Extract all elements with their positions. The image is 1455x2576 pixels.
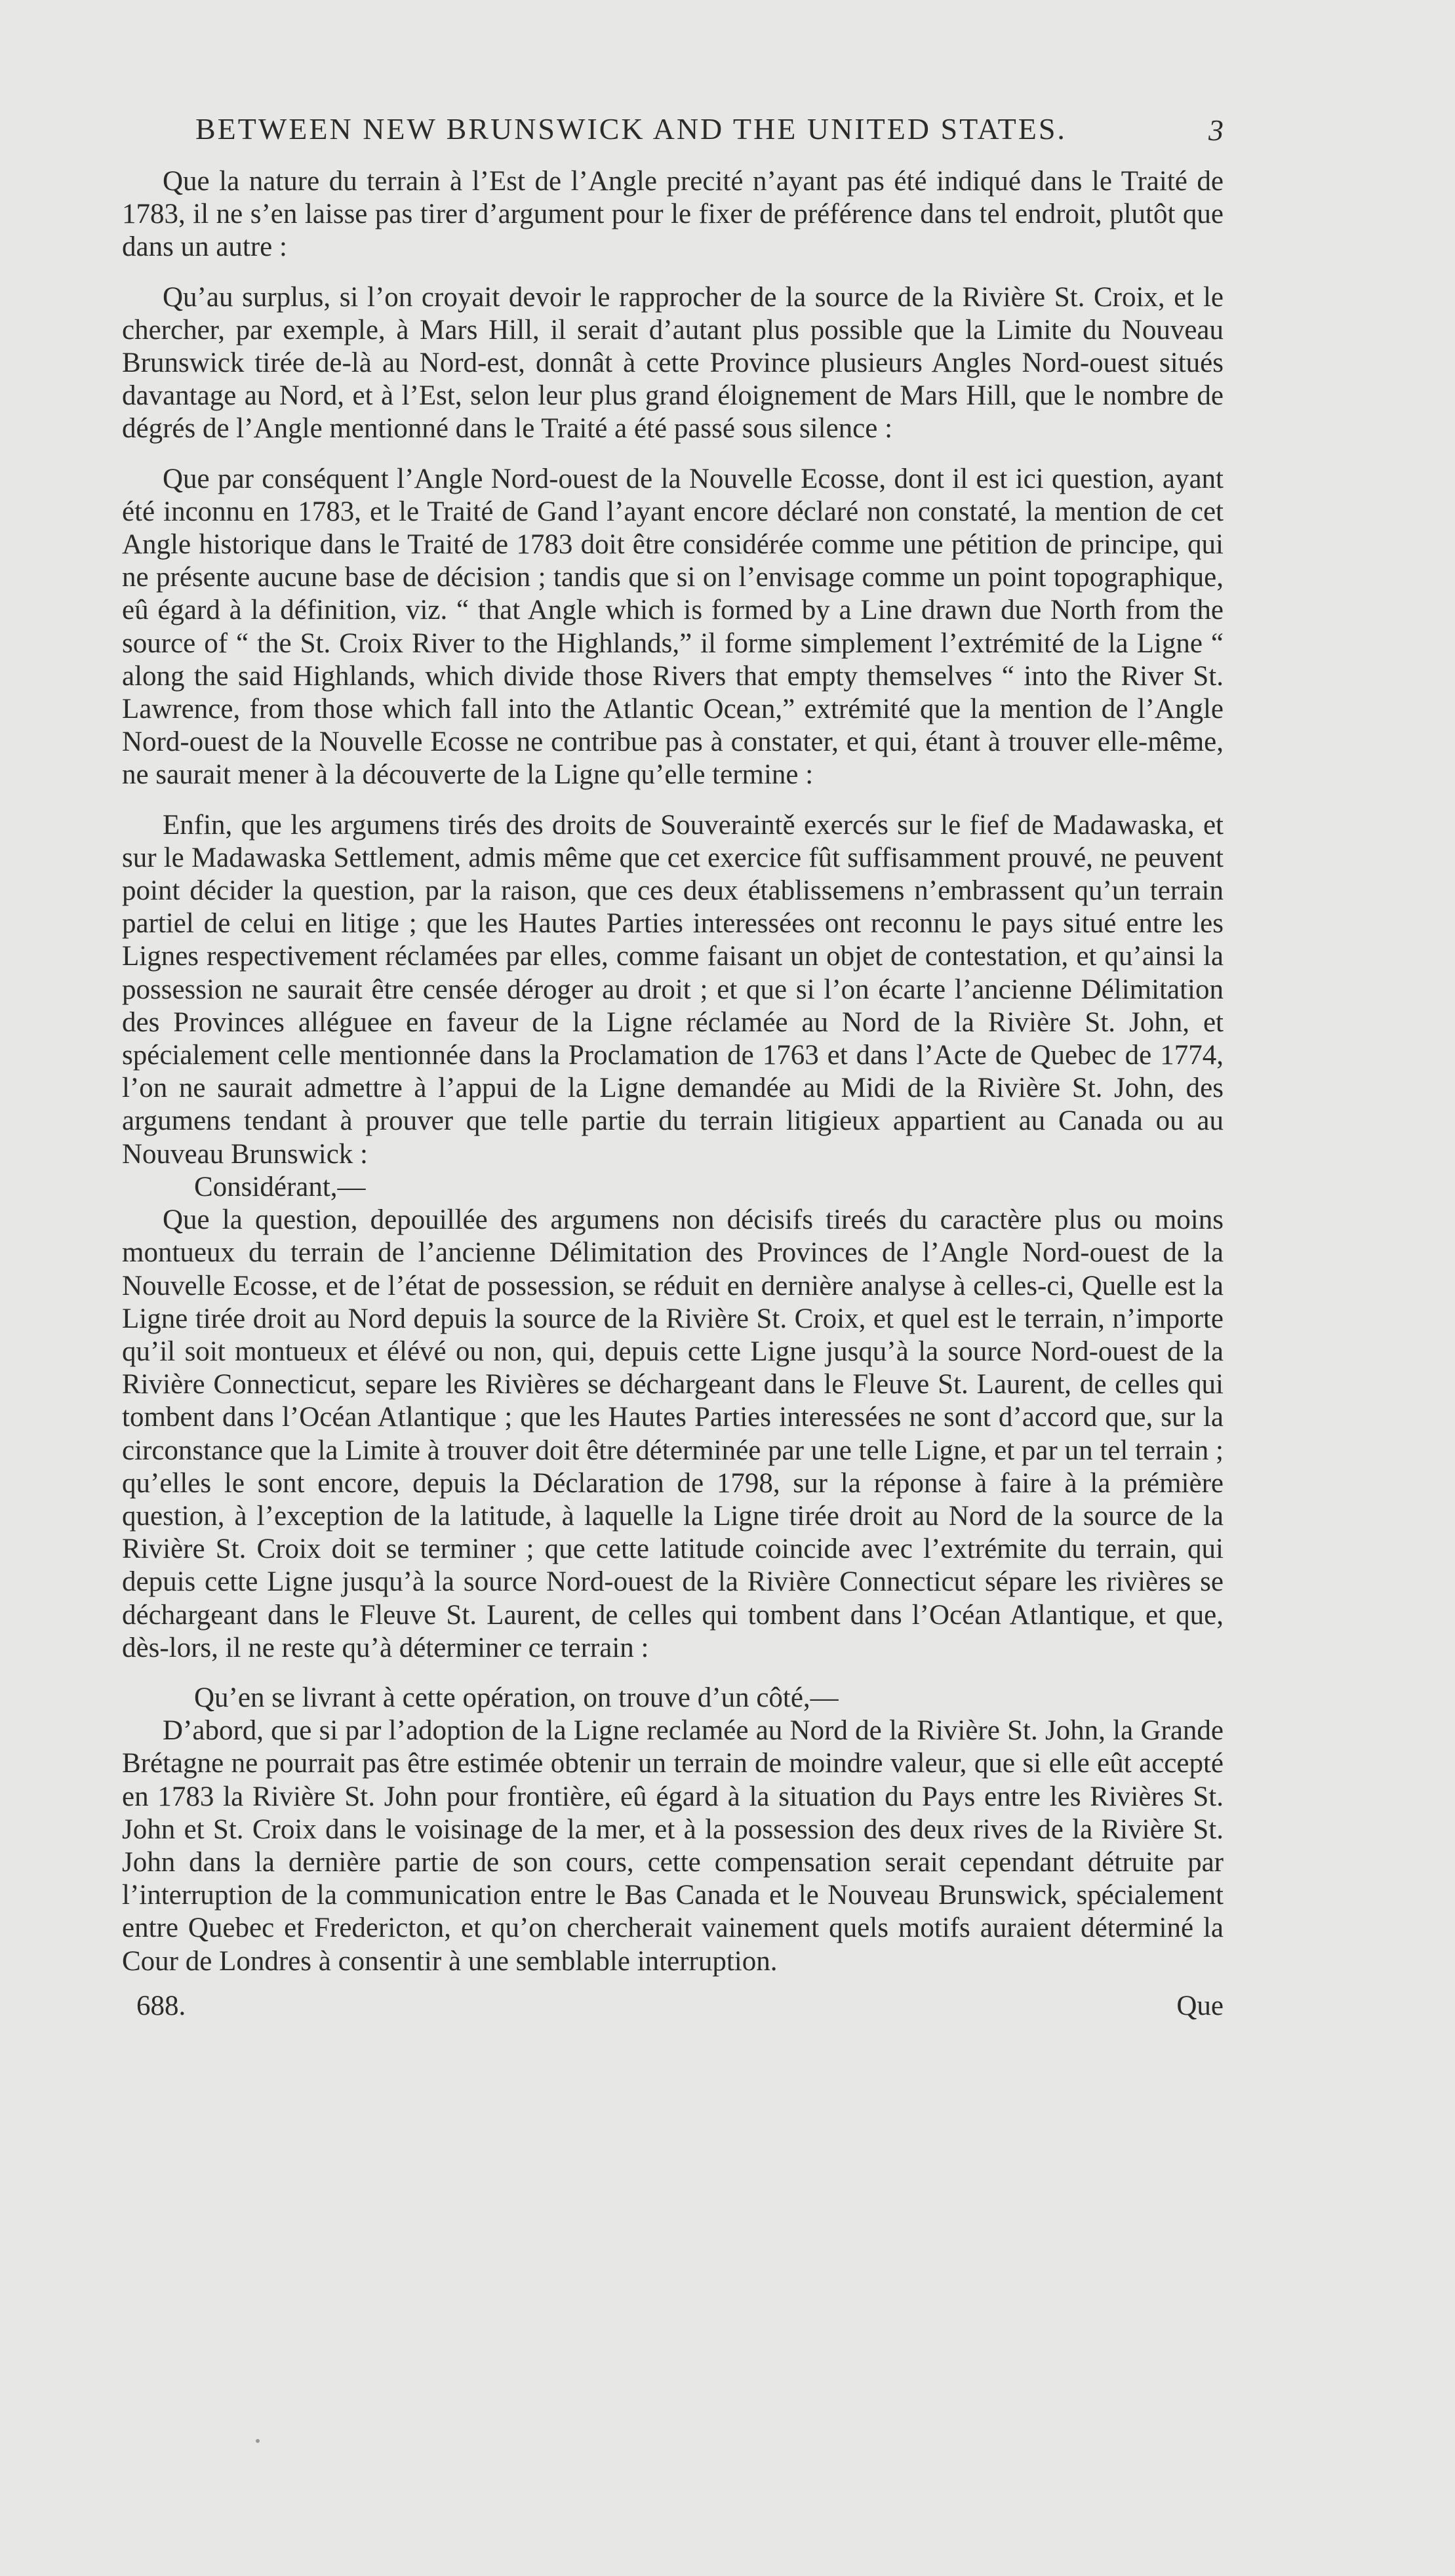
- page: [122, 98, 1224, 2029]
- paragraph-6: D’abord, que si par l’adoption de la Ligne reclamée au Nord de la Rivière St. John, la Grande Brétagne ne pourrait pas être estimée obtenir un terrain de moindre valeur, que si elle eût accepté en 1783 la Rivière St. John pour frontière, eû égard à la situation du Pays entre les Rivières St. John et St. Croix dans le voisinage de la mer, et à la possession des deux rives de la Rivière St. John dans la dernière partie de son cours, cette compensation serait cependant détruite par l’interruption de la communication entre le Bas Canada et le Nouveau Brunswick, spécialement entre Quebec et Fredericton, et qu’on chercherait vainement quels motifs auraient déterminé la Cour de Londres à consentir à une semblable interruption.: [122, 1715, 1224, 1977]
- page-header: [122, 98, 1224, 151]
- paragraph-5: Que la question, depouillée des argumens non décisifs tireés du caractère plus ou moins montueux du terrain de l’ancienne Délimitation des Provinces de l’Angle Nord-ouest de la Nouvelle Ecosse, et de l’état de possession, se réduit en dernière analyse à celles-ci, Quelle est la Ligne tirée droit au Nord depuis la source de la Rivière St. Croix, et quel est le terrain, n’importe qu’il soit montueux et élévé ou non, qui, depuis cette Ligne jusqu’à la source Nord-ouest de la Rivière Connecticut, separe les Rivières se déchargeant dans le Fleuve St. Laurent, de celles qui tombent dans l’Océan Atlantique ; que les Hautes Parties interessées ne sont d’accord que, sur la circonstance que la Limite à trouver doit être déterminée par une telle Ligne, et par un tel terrain ; qu’elles le sont encore, depuis la Déclaration de 1798, sur la réponse à faire à la prémière question, à l’exception de la latitude, à laquelle la Ligne tirée droit au Nord de la source de la Rivière St. Croix doit se terminer ; que cette latitude coincide avec l’extrémite du terrain, qui depuis cette Ligne jusqu’à la source Nord-ouest de la Rivière Connecticut sépare les rivières se déchargeant dans le Fleuve St. Laurent, de celles qui tombent dans l’Océan Atlantique, et que, dès-lors, il ne reste qu’à déterminer ce terrain :: [122, 1204, 1224, 1663]
- paper-speck: [256, 2439, 260, 2443]
- running-head: BETWEEN NEW BRUNSWICK AND THE UNITED STATES.: [195, 112, 1067, 146]
- paragraph-1: Que la nature du terrain à l’Est de l’Angle precité n’ayant pas été indiqué dans le Traité de 1783, il ne s’en laisse pas tirer d’argument pour le fixer de préférence dans tel endroit, plutôt que dans un autre :: [122, 166, 1224, 263]
- paragraph-3: Que par conséquent l’Angle Nord-ouest de la Nouvelle Ecosse, dont il est ici question, ayant été inconnu en 1783, et le Traité de Gand l’ayant encore déclaré non constaté, la mention de cet Angle historique dans le Traité de 1783 doit être considérée comme une pétition de principe, qui ne présente aucune base de décision ; tandis que si on l’envisage comme un point topographique, eû égard à la définition, viz. “ that Angle which is formed by a Line drawn due North from the source of “ the St. Croix River to the Highlands,” il forme simplement l’extrémité de la Ligne “ along the said Highlands, which divide those Rivers that empty themselves “ into the River St. Lawrence, from those which fall into the Atlantic Ocean,” extrémité que la mention de l’Angle Nord-ouest de la Nouvelle Ecosse ne contribue pas à constater, et qui, étant à trouver elle-même, ne saurait mener à la découverte de la Ligne qu’elle termine :: [122, 463, 1224, 791]
- considerant-heading: Considérant,—: [194, 1171, 366, 1202]
- page-number: 3: [1208, 113, 1224, 147]
- operation-heading: Qu’en se livrant à cette opération, on trouve d’un côté,—: [194, 1682, 839, 1713]
- signature-mark: 688.: [136, 1990, 186, 2021]
- catchword: Que: [1176, 1990, 1224, 2021]
- body-text: [122, 165, 1224, 1978]
- paragraph-2: Qu’au surplus, si l’on croyait devoir le rapprocher de la source de la Rivière St. Croix, et le chercher, par exemple, à Mars Hill, il serait d’autant plus possible que la Limite du Nouveau Brunswick tirée de-là au Nord-est, donnât à cette Province plusieurs Angles Nord-ouest situés davantage au Nord, et à l’Est, selon leur plus grand éloignement de Mars Hill, que le nombre de dégrés de l’Angle mentionné dans le Traité a été passé sous silence :: [122, 281, 1224, 445]
- paragraph-4: Enfin, que les argumens tirés des droits de Souveraintě exercés sur le fief de Madawaska, et sur le Madawaska Settlement, admis même que cet exercice fût suffisamment prouvé, ne peuvent point décider la question, par la raison, que ces deux établissemens n’embrassent qu’un terrain partiel de celui en litige ; que les Hautes Parties interessées ont reconnu le pays situé entre les Lignes respectivement réclamées par elles, comme faisant un objet de contestation, et qu’ainsi la possession ne saurait être censée déroger au droit ; et que si l’on écarte l’ancienne Délimitation des Provinces alléguee en faveur de la Ligne réclamée au Nord de la Rivière St. John, et spécialement celle mentionnée dans la Proclamation de 1763 et dans l’Acte de Quebec de 1774, l’on ne saurait admettre à l’appui de la Ligne demandée au Midi de la Rivière St. John, des argumens tendant à prouver que telle partie du terrain litigieux appartient au Canada ou au Nouveau Brunswick :: [122, 809, 1224, 1170]
- page-footer: [122, 1990, 1224, 2029]
